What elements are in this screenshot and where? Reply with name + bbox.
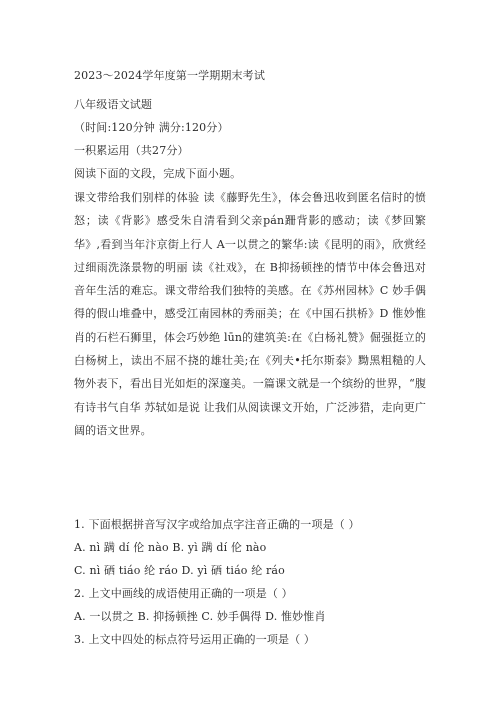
reading-instruction: 阅读下面的文段，完成下面小题。 [74,167,242,180]
question-2-options: A. 一以贯之 B. 抑扬顿挫 C. 妙手偶得 D. 惟妙惟肖 [74,610,326,623]
section-heading: 一积累运用（共27分） [74,144,189,157]
reading-passage: 课文带给我们别样的体验 读《藤野先生》，体会鲁迅收到匿名信时的愤怒；读《背影》感受朱自清看到父亲pán跚背影的感动；读《梦回繁华》,看到当年汴京街上行人 A一以贯之的繁华:读《昆明的雨》，欣赏经过细雨洗涤景物的明丽 读《社戏》，在 B抑扬顿挫的情节中体会鲁迅对音年生活的难忘。课文带给我们独特的美感。在《苏州园林》C 妙手偶得的假山堆叠中，感受江南园林的秀丽美；在《中国石拱桥》D 惟妙惟肖的石栏石狮里，体会巧妙绝 lūn的建筑美:在《白杨礼赞》倔强挺立的白杨树上，读出不屈不挠的雄壮美;在《列夫•托尔斯泰》黝黑粗糙的人物外表下，看出目光如炬的深邃美。一篇课文就是一个缤纷的世界，“腹有诗书气自华 苏轼如是说 让我们从阅读课文开始，广泛涉猎，走向更广阔的语文世界。 [74,191,426,437]
exam-meta: （时间:120分钟 满分:120分） [74,121,229,134]
exam-title: 2023～2024学年度第一学期期末考试 [74,69,265,82]
exam-subtitle: 八年级语文试题 [74,98,153,111]
question-2: 2. 上文中画线的成语使用正确的一项是（ ） [74,587,293,600]
question-1-options-ab: A. nì 蹒 dí 伦 nào B. yì 蹒 dí 伦 nào [74,541,267,554]
question-1-options-cd: C. nì 硒 tiáo 纶 ráo D. yì 硒 tiáo 纶 ráo [74,564,285,577]
question-3: 3. 上文中四处的标点符号运用正确的一项是（ ） [74,633,316,646]
question-1: 1. 下面根据拼音写汉字或给加点字注音正确的一项是（ ） [74,518,360,531]
